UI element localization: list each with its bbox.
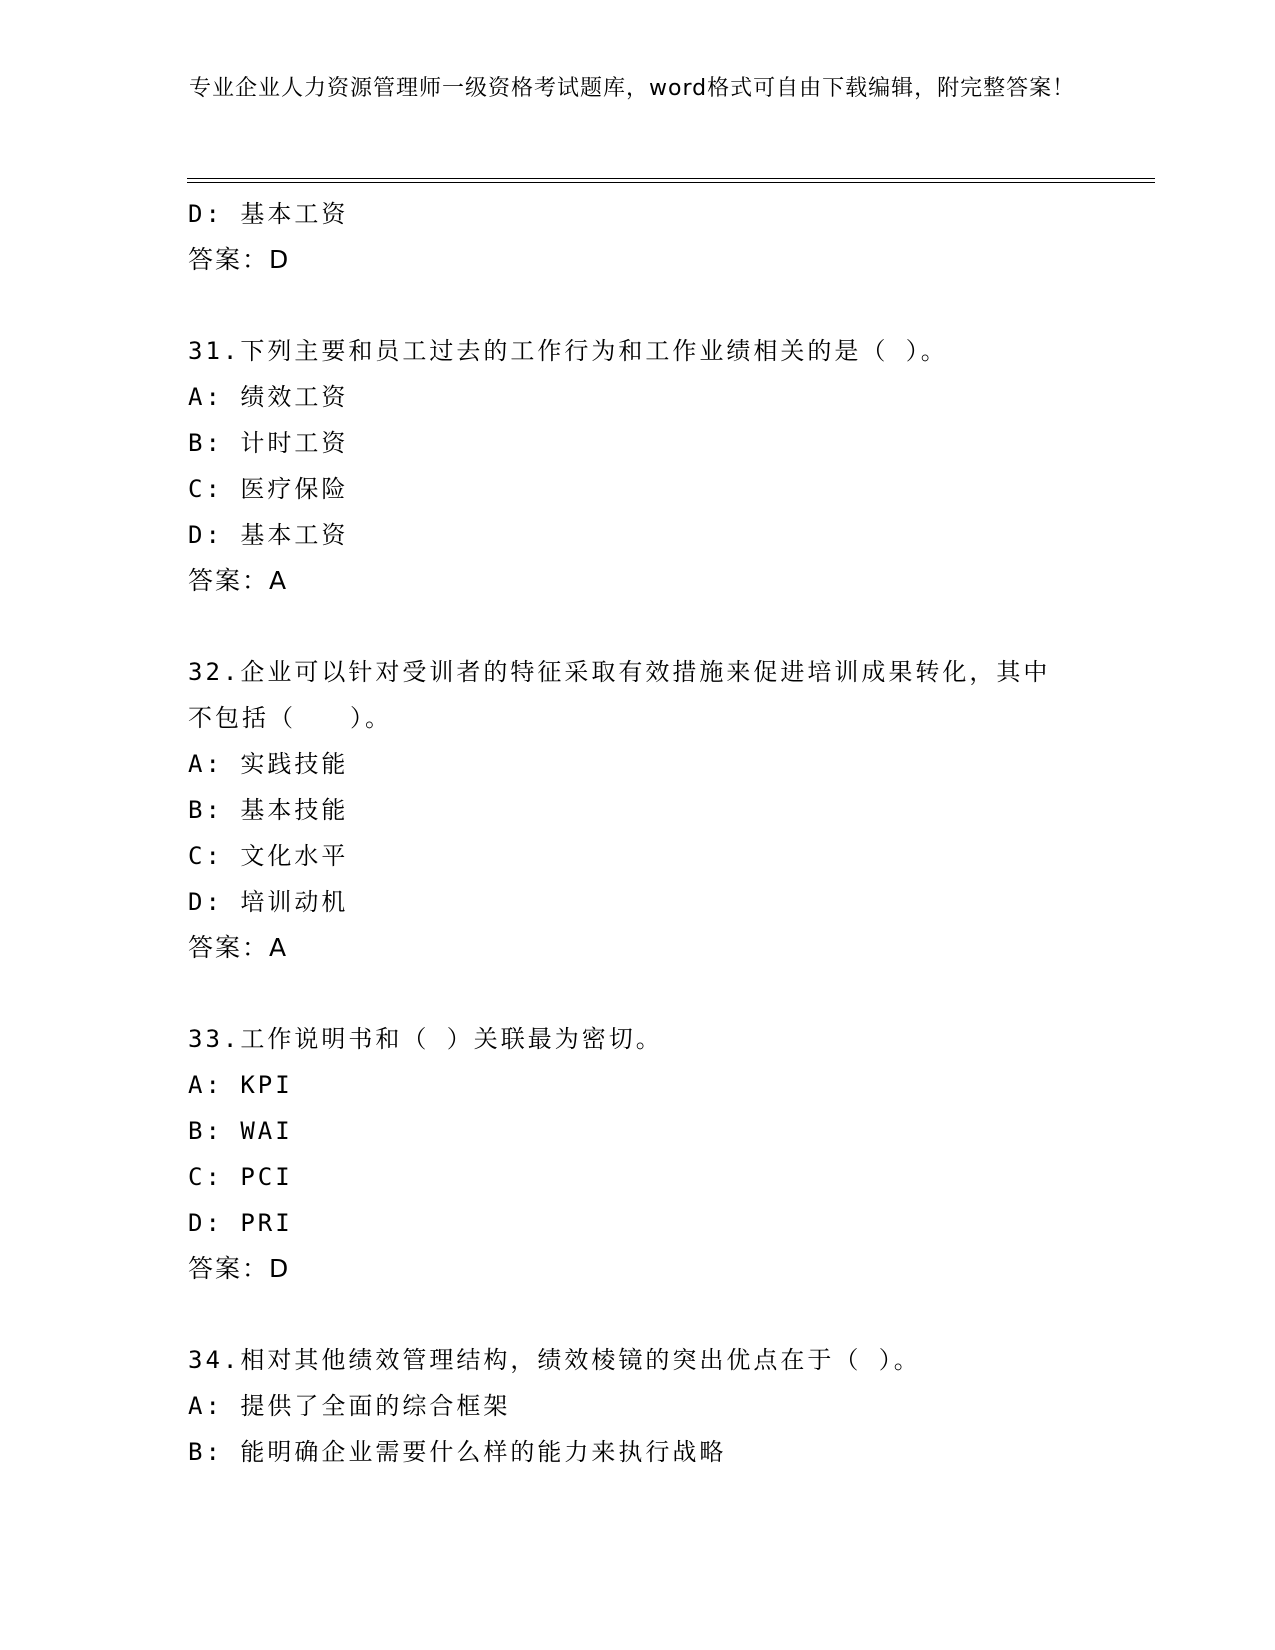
answer-label: 答案：D (188, 245, 291, 274)
answer-label: 答案：A (188, 566, 289, 595)
answer-label: 答案：D (188, 1254, 291, 1283)
option-d: D: PRI (188, 1209, 293, 1237)
option-a: A: 绩效工资 (188, 383, 349, 411)
option-c: C: 文化水平 (188, 842, 349, 870)
option-a: A: 提供了全面的综合框架 (188, 1392, 511, 1420)
document-header: 专业企业人力资源管理师一级资格考试题库，word格式可自由下载编辑，附完整答案！ (189, 76, 1076, 101)
question-text: 33.工作说明书和（ ）关联最为密切。 (188, 1025, 663, 1053)
question-content (188, 191, 1088, 1475)
header-divider-bottom (187, 182, 1155, 183)
question-32 (188, 649, 1088, 971)
option-a: A: 实践技能 (188, 750, 349, 778)
option-b: B: 能明确企业需要什么样的能力来执行战略 (188, 1438, 727, 1466)
question-text: 32.企业可以针对受训者的特征采取有效措施来促进培训成果转化，其中不包括（ ）。 (188, 658, 1051, 732)
option-a: A: KPI (188, 1071, 293, 1099)
option-d: D: 基本工资 (188, 521, 349, 549)
question-text: 31.下列主要和员工过去的工作行为和工作业绩相关的是（ ）。 (188, 337, 948, 365)
option-d: D: 基本工资 (188, 200, 349, 228)
option-b: B: WAI (188, 1117, 293, 1145)
option-b: B: 计时工资 (188, 429, 349, 457)
header-divider-top (187, 178, 1155, 179)
option-c: C: PCI (188, 1163, 293, 1191)
question-31 (188, 328, 1088, 604)
option-c: C: 医疗保险 (188, 475, 349, 503)
answer-label: 答案：A (188, 933, 289, 962)
question-text: 34.相对其他绩效管理结构，绩效棱镜的突出优点在于（ ）。 (188, 1346, 921, 1374)
option-d: D: 培训动机 (188, 888, 349, 916)
option-b: B: 基本技能 (188, 796, 349, 824)
question-34 (188, 1337, 1088, 1475)
question-33 (188, 1016, 1088, 1292)
